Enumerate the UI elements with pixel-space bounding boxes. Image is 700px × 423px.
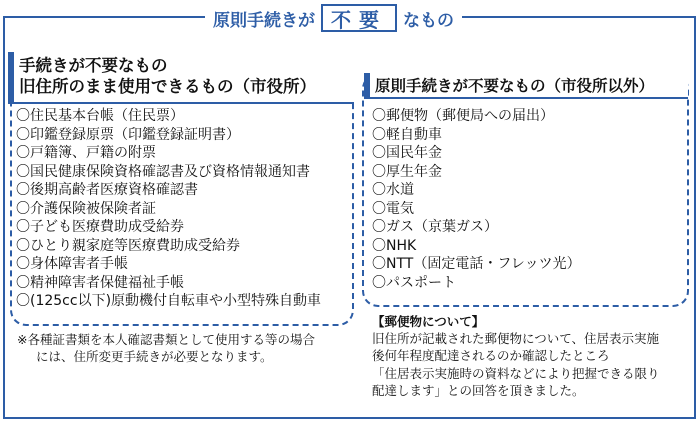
list-item: 〇厚生年金 <box>372 163 442 180</box>
title-suffix: なもの <box>403 10 454 31</box>
list-item: 〇国民健康保険資格確認書及び資格情報通知書 <box>16 163 310 180</box>
list-item: 〇ガス（京葉ガス） <box>372 219 498 235</box>
left-heading-line2: 旧住所のまま使用できるもの（市役所） <box>19 77 316 96</box>
list-item: 〇戸籍簿、戸籍の附票 <box>16 145 156 161</box>
list-item: 〇身体障害者手帳 <box>16 256 128 272</box>
left-item-list <box>16 107 321 311</box>
mail-note-line: 「住居表示実施時の資料などにより把握できる限り <box>372 365 660 381</box>
list-item: 〇軽自動車 <box>372 126 442 143</box>
list-item: 〇水道 <box>372 182 414 198</box>
page-title <box>205 3 462 33</box>
list-item: 〇介護保険被保険者証 <box>16 200 156 217</box>
left-heading <box>8 52 354 104</box>
list-item: 〇電気 <box>372 200 414 217</box>
list-item: 〇精神障害者保健福祉手帳 <box>16 274 184 291</box>
mail-note-line: 旧住所が記載された郵便物について、住居表示実施 <box>372 331 660 347</box>
list-item: 〇パスポート <box>372 274 456 291</box>
list-item: 〇NTT（固定電話・フレッツ光） <box>372 256 581 272</box>
left-note-line2: には、住所変更手続きが必要となります。 <box>36 349 273 364</box>
right-heading <box>364 73 688 99</box>
mail-note <box>372 313 660 399</box>
title-prefix: 原則手続きが <box>213 10 315 31</box>
list-item: 〇印鑑登録原票（印鑑登録証明書） <box>16 126 240 143</box>
list-item: 〇住民基本台帳（住民票） <box>16 108 184 124</box>
mail-note-line: 後何年程度配達されるのか確認したところ <box>372 348 610 364</box>
list-item: 〇国民年金 <box>372 145 442 161</box>
right-item-list <box>372 107 581 292</box>
left-note-line1: ※各種証書類を本人確認書類として使用する等の場合 <box>17 332 315 347</box>
list-item: 〇子ども医療費助成受給券 <box>16 219 184 235</box>
list-item: 〇NHK <box>372 237 417 254</box>
list-item: 〇郵便物（郵便局への届出） <box>372 108 554 124</box>
list-item: 〇後期高齢者医療資格確認書 <box>16 182 198 198</box>
list-item: 〇(125cc以下)原動機付自転車や小型特殊自動車 <box>16 293 322 309</box>
mail-note-heading: 【郵便物について】 <box>372 314 485 329</box>
right-heading-text: 原則手続きが不要なもの（市役所以外） <box>375 77 655 95</box>
mail-note-line: 配達します」との回答を頂きました。 <box>372 382 585 398</box>
title-emphasis: 不要 <box>321 4 397 32</box>
list-item: 〇ひとり親家庭等医療費助成受給券 <box>16 237 240 254</box>
left-heading-line1: 手続きが不要なもの <box>19 56 168 75</box>
left-note <box>17 331 315 365</box>
